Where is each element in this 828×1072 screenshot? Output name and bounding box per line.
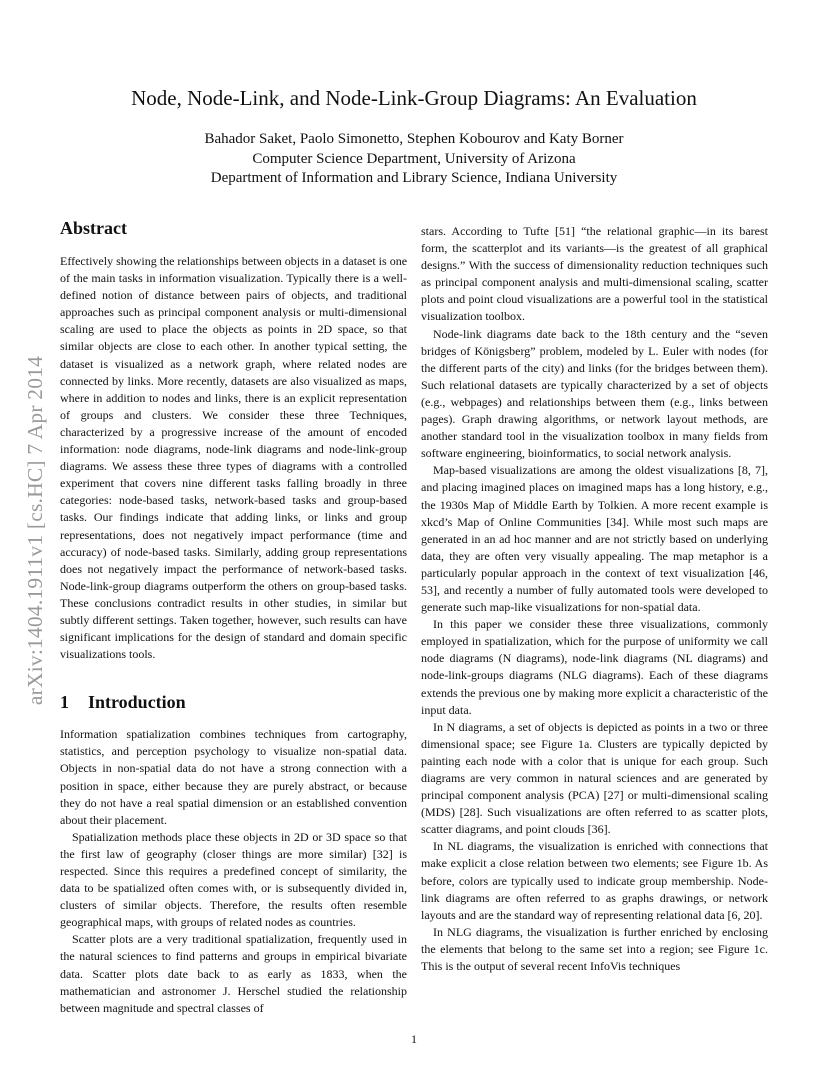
abstract-text: Effectively showing the relationships between objects in a dataset is one of the main tasks in information visualization. Typically there is a well-defined notion of distance between pairs of objects, and traditional approaches such as principal component analysis or multi-dimensional scaling are used to place the objects as points in 2D space, so that similar objects are close to each other. In another typical setting, the dataset is visualized as a network graph, where related nodes are connected by links. More recently, datasets are also visualized as maps, where in addition to nodes and links, there is an explicit representation of groups and clusters. We consider these three Techniques, characterized by a progressive increase of the amount of encoded information: node diagrams, node-link diagrams and node-link-group diagrams. We assess these three types of diagrams with a controlled experiment that covers nine different tasks falling broadly in three categories: node-based tasks, network-based tasks and group-based tasks. Our findings indicate that adding links, or links and group representations, does not negatively impact performance (time and accuracy) of node-based tasks. Similarly, adding group representations does not negatively impact the performance of network-based tasks. Node-link-group diagrams outperform the others on group-based tasks. These conclusions contradict results in other studies, in similar but subtly different settings. Taken together, however, such results can have significant implications for the design of standard and domain specific visualizations tools. <box>60 254 408 662</box>
body-paragraph-4: In this paper we consider these three visualizations, commonly employed in spatialization, which for the purpose of uniformity we call node diagrams (N diagrams), node-link diagrams (NL diagrams) and node-link-groups diagrams (NLG diagrams). Each of these diagrams extends the previous one by making more explicit a characteristic of the input data. <box>421 617 768 717</box>
page-number: 1 <box>411 1032 417 1046</box>
author-block <box>0 130 828 189</box>
body-paragraph-3: Map-based visualizations are among the oldest visualizations [8, 7], and placing imagined places on imagined maps has a long history, e.g., the 1930s Map of Middle Earth by Tolkien. A more recent example is xkcd’s Map of Online Communities [34]. While most such maps are generated in an ad hoc manner and are not strictly based on underlying data, they are often very visually appealing. The map metaphor is a particularly popular approach in the context of text visualization [46, 53], and recently a number of fully automated tools were developed to generate such map-like visualizations for non-spatial data. <box>421 463 768 615</box>
body-paragraph-2: Node-link diagrams date back to the 18th century and the “seven bridges of Königsberg” problem, modeled by L. Euler with nodes (for the different parts of the city) and links (for the bridges between them). Such relational datasets are typically characterized by a set of objects (e.g., webpages) and relationships between them (e.g., links between pages). Graph drawing algorithms, or network layout methods, are another standard tool in the visualization toolbox in many fields from software engineering, bioinformatics, to social network analysis. <box>421 326 768 461</box>
affiliation-2: Department of Information and Library Science, Indiana University <box>210 170 618 186</box>
body-paragraph-5: In N diagrams, a set of objects is depicted as points in a two or three dimensional space; see Figure 1a. Clusters are typically depicted by painting each node with a color that is unique for each group. Such diagrams are very common in natural sciences and are generated by principal component analysis (PCA) [27] or multi-dimensional scaling (MDS) [28]. Such visualizations are often referred to as scatter plots, scatter diagrams, and point clouds [36]. <box>421 719 768 837</box>
body-paragraph-1: stars. According to Tufte [51] “the relational graphic—in its barest form, the scatterplot and its variants—is the greatest of all graphical designs.” With the success of dimensionality reduction techniques such as principal component analysis and multi-dimensional scaling, scatter plots and point cloud visualizations are a powerful tool in the statistical visualization toolbox. <box>421 224 768 324</box>
intro-paragraph-3: Scatter plots are a very traditional spatialization, frequently used in the natural sciences to find patterns and groups in empirical bivariate data. Scatter plots date back to as early as 1833, when the mathematician and astronomer J. Herschel studied the relationship between magnitude and spectral classes of <box>60 932 407 1015</box>
paper-title: Node, Node-Link, and Node-Link-Group Diagrams: An Evaluation <box>131 86 697 110</box>
left-column <box>60 216 407 1017</box>
introduction-heading <box>60 690 407 714</box>
body-paragraph-6: In NL diagrams, the visualization is enriched with connections that make explicit a close relation between two elements; see Figure 1b. As before, colors are typically used to indicate group membership. Node-link diagrams are often referred to as graphs drawings, or network layouts and are the standard way of representing relational data [6, 20]. <box>421 839 768 922</box>
affiliation-1: Computer Science Department, University of Arizona <box>252 150 576 167</box>
section-number: 1 <box>60 692 69 713</box>
abstract-heading: Abstract <box>60 218 127 238</box>
arxiv-identifier: arXiv:1404.1911v1 [cs.HC] 7 Apr 2014 <box>23 355 48 705</box>
body-paragraph-7: In NLG diagrams, the visualization is further enriched by enclosing the elements that belong to the same set into a region; see Figure 1c. This is the output of several recent InfoVis techniques <box>421 924 768 974</box>
intro-paragraph-2: Spatialization methods place these objects in 2D or 3D space so that the first law of geography (closer things are more similar) [32] is respected. Since this requires a predefined concept of similarity, the data to be spatialized often comes with, or is subsequently divided in, clusters of similar objects. Therefore, the results often resemble geographical maps, with groups of related nodes as countries. <box>60 829 407 930</box>
intro-paragraph-1: Information spatialization combines techniques from cartography, statistics, and perception psychology to visualize non-spatial data. Objects in non-spatial data do not have a strong connection with a position in space, either because they are purely abstract, or because they do not have a real spatial dimension or an established convention about their placement. <box>60 727 407 827</box>
right-column <box>421 223 768 975</box>
arxiv-sidebar-stamp <box>22 300 50 760</box>
section-title: Introduction <box>88 692 186 713</box>
author-list: Bahador Saket, Paolo Simonetto, Stephen Kobourov and Katy Borner <box>204 131 624 147</box>
